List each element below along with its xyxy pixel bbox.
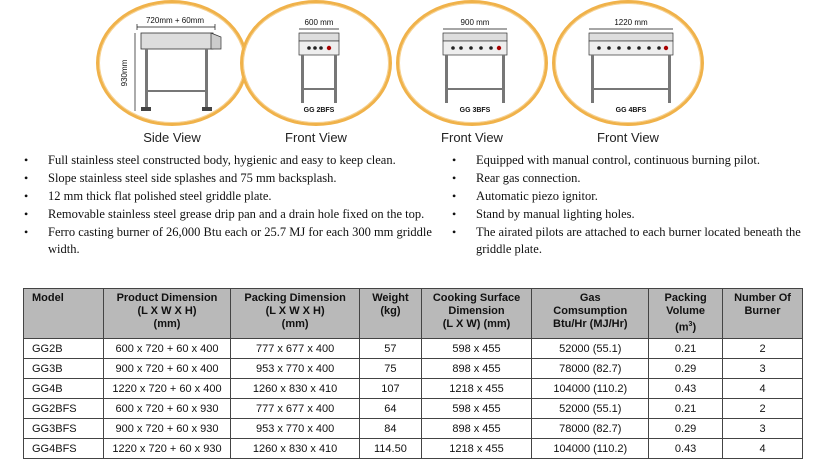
table-header-row <box>24 289 803 339</box>
table-row <box>24 339 803 359</box>
feature-item: • Rear gas connection. <box>452 170 802 187</box>
cell-model: GG2B <box>24 339 104 359</box>
feature-item: • Ferro casting burner of 26,000 Btu each or 25.7 MJ for each 300 mm griddle width. <box>24 224 444 258</box>
front-view-4b-caption: Front View <box>597 130 659 145</box>
cell-volume: 0.43 <box>649 379 723 399</box>
cell-product-dimension: 600 x 720 + 60 x 400 <box>103 339 230 359</box>
side-height-label: 930mm <box>120 59 129 87</box>
side-view-drawing <box>99 3 251 129</box>
feature-item: • Removable stainless steel grease drip pan and a drain hole fixed on the top. <box>24 206 444 223</box>
cell-cooking-surface: 898 x 455 <box>421 419 532 439</box>
front-view-2b-drawing <box>243 3 395 129</box>
features-right-list <box>452 152 802 259</box>
cell-weight: 84 <box>360 419 422 439</box>
cell-gas: 104000 (110.2) <box>532 439 649 459</box>
front-3b-model-label: GG 3BFS <box>459 107 491 114</box>
table-row <box>24 399 803 419</box>
front-view-2b-caption: Front View <box>285 130 347 145</box>
cell-weight: 114.50 <box>360 439 422 459</box>
cell-product-dimension: 600 x 720 + 60 x 930 <box>103 399 230 419</box>
cell-weight: 57 <box>360 339 422 359</box>
header-gas-consumption: Gas Comsumption Btu/Hr (MJ/Hr) <box>532 289 649 339</box>
cell-weight: 75 <box>360 359 422 379</box>
header-product-dimension: Product Dimension (L X W X H) (mm) <box>103 289 230 339</box>
table-row <box>24 439 803 459</box>
feature-item: • Stand by manual lighting holes. <box>452 206 802 223</box>
cell-model: GG4BFS <box>24 439 104 459</box>
cell-cooking-surface: 898 x 455 <box>421 359 532 379</box>
cell-gas: 52000 (55.1) <box>532 399 649 419</box>
cell-model: GG2BFS <box>24 399 104 419</box>
table-row <box>24 359 803 379</box>
header-packing-dimension: Packing Dimension (L X W X H) (mm) <box>231 289 360 339</box>
cell-packing-dimension: 953 x 770 x 400 <box>231 359 360 379</box>
cell-weight: 107 <box>360 379 422 399</box>
cell-packing-dimension: 953 x 770 x 400 <box>231 419 360 439</box>
feature-item: • 12 mm thick flat polished steel griddle plate. <box>24 188 444 205</box>
front-view-3b-drawing <box>399 3 551 129</box>
cell-cooking-surface: 598 x 455 <box>421 339 532 359</box>
front-view-3b-caption: Front View <box>441 130 503 145</box>
cell-burners: 4 <box>723 379 803 399</box>
front-4b-model-label: GG 4BFS <box>615 107 647 114</box>
cell-gas: 78000 (82.7) <box>532 419 649 439</box>
side-view-caption: Side View <box>143 130 201 145</box>
cell-volume: 0.29 <box>649 359 723 379</box>
cell-packing-dimension: 777 x 677 x 400 <box>231 339 360 359</box>
header-model: Model <box>24 289 104 339</box>
cell-gas: 78000 (82.7) <box>532 359 649 379</box>
cell-volume: 0.43 <box>649 439 723 459</box>
cell-cooking-surface: 1218 x 455 <box>421 439 532 459</box>
cell-burners: 3 <box>723 419 803 439</box>
cell-burners: 4 <box>723 439 803 459</box>
front-4b-width-label: 1220 mm <box>614 18 648 27</box>
cell-model: GG3B <box>24 359 104 379</box>
cell-cooking-surface: 598 x 455 <box>421 399 532 419</box>
cell-volume: 0.29 <box>649 419 723 439</box>
cell-volume: 0.21 <box>649 339 723 359</box>
cell-weight: 64 <box>360 399 422 419</box>
product-views <box>0 0 814 150</box>
cell-model: GG4B <box>24 379 104 399</box>
cell-packing-dimension: 1260 x 830 x 410 <box>231 379 360 399</box>
table-row <box>24 379 803 399</box>
cell-burners: 3 <box>723 359 803 379</box>
feature-item: • Automatic piezo ignitor. <box>452 188 802 205</box>
feature-item: • The airated pilots are attached to each burner located beneath the griddle plate. <box>452 224 802 258</box>
feature-item: • Slope stainless steel side splashes and 75 mm backsplash. <box>24 170 444 187</box>
feature-item: • Equipped with manual control, continuous burning pilot. <box>452 152 802 169</box>
table-row <box>24 419 803 439</box>
cell-product-dimension: 1220 x 720 + 60 x 400 <box>103 379 230 399</box>
front-view-4b-drawing <box>555 3 707 129</box>
front-view-2b-diagram <box>240 0 392 126</box>
cell-cooking-surface: 1218 x 455 <box>421 379 532 399</box>
header-packing-volume: Packing Volume $(m^3)$ <box>649 289 723 339</box>
side-view-diagram <box>96 0 248 126</box>
cell-gas: 104000 (110.2) <box>532 379 649 399</box>
cell-model: GG3BFS <box>24 419 104 439</box>
cell-product-dimension: 900 x 720 + 60 x 930 <box>103 419 230 439</box>
cell-gas: 52000 (55.1) <box>532 339 649 359</box>
header-cooking-surface: Cooking Surface Dimension (L X W) (mm) <box>421 289 532 339</box>
cell-burners: 2 <box>723 339 803 359</box>
header-weight: Weight (kg) <box>360 289 422 339</box>
cell-product-dimension: 1220 x 720 + 60 x 930 <box>103 439 230 459</box>
cell-burners: 2 <box>723 399 803 419</box>
front-2b-model-label: GG 2BFS <box>303 107 335 114</box>
front-view-3b-diagram <box>396 0 548 126</box>
side-width-label: 720mm + 60mm <box>145 16 205 25</box>
cell-product-dimension: 900 x 720 + 60 x 400 <box>103 359 230 379</box>
header-number-of-burner: Number Of Burner <box>723 289 803 339</box>
front-view-4b-diagram <box>552 0 704 126</box>
features-left-list <box>24 152 444 259</box>
cell-packing-dimension: 1260 x 830 x 410 <box>231 439 360 459</box>
front-2b-width-label: 600 mm <box>304 18 334 27</box>
spec-table <box>23 288 803 459</box>
cell-packing-dimension: 777 x 677 x 400 <box>231 399 360 419</box>
cell-volume: 0.21 <box>649 399 723 419</box>
front-3b-width-label: 900 mm <box>460 18 490 27</box>
feature-item: • Full stainless steel constructed body, hygienic and easy to keep clean. <box>24 152 444 169</box>
